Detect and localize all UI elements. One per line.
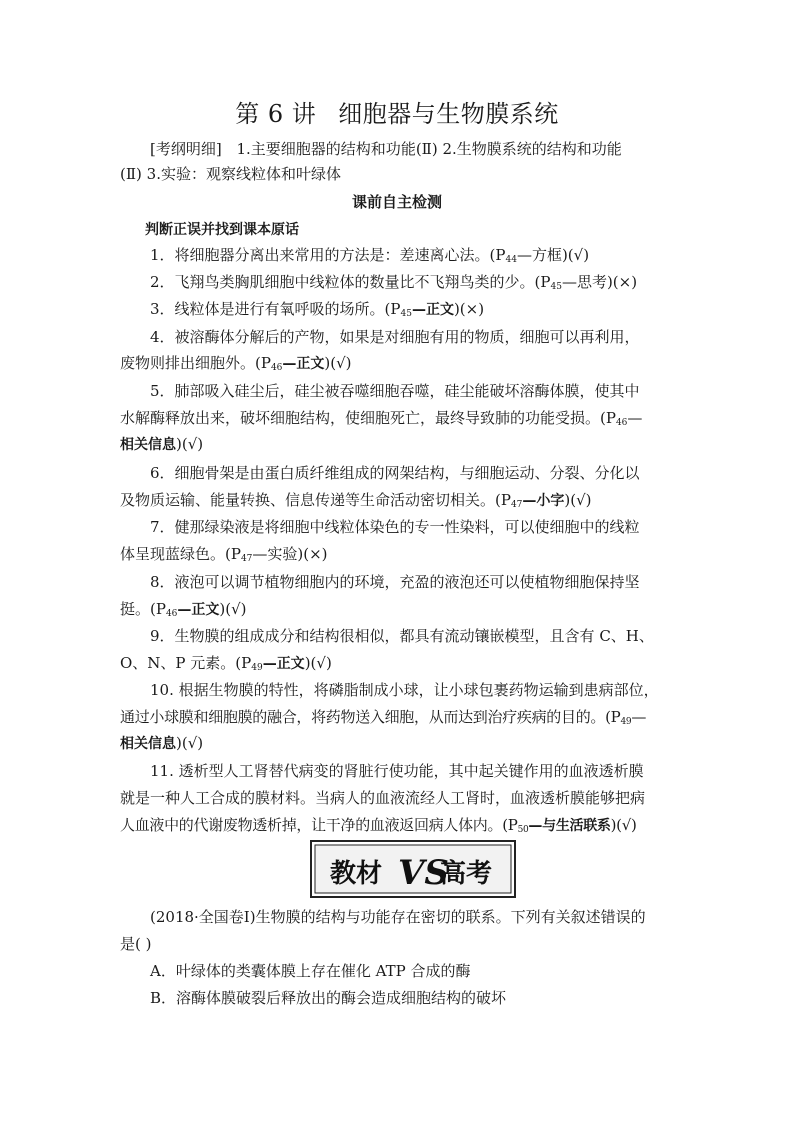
banner-right-text: 高考 [440,859,493,889]
banner-vs-text: VS [398,853,449,893]
page-ref: 50 [517,825,529,835]
lecture-number: 第 6 讲 [235,100,317,128]
list-item-cont [120,489,680,510]
list-item-cont [120,814,680,835]
list-item-cont: 就是一种人工合成的膜材料。当病人的血液流经人工肾时，血液透析膜能够把病 [120,789,646,807]
page-title [0,94,794,129]
item-text: —小字 [522,493,565,509]
page-ref: 44 [505,255,517,265]
list-item-cont [120,407,680,428]
item-text: 水解酶释放出来，破坏细胞结构，使细胞死亡，最终导致肺的功能受损。(P [120,409,616,427]
item-text: )(√) [324,354,352,372]
page-ref: 45 [400,309,412,319]
item-text: )(√) [564,491,592,509]
item-text: )(×) [453,300,485,318]
textbook-vs-exam-banner [310,840,516,898]
list-item: 8．液泡可以调节植物细胞内的环境，充盈的液泡还可以使植物细胞保持坚 [150,573,640,591]
item-text: 1．将细胞器分离出来常用的方法是：差速离心法。(P [150,246,506,264]
item-text: —正文 [282,356,325,372]
banner-left-text: 教材 [330,859,383,889]
item-text: —正文 [177,602,220,618]
item-text: 人血液中的代谢废物透析掉，让干净的血液返回病人体内。(P [120,816,518,834]
page-ref: 47 [510,500,523,510]
item-text: )(√) [176,435,204,453]
page-ref: 46 [165,609,178,619]
item-text: —实验)(×) [252,545,328,563]
page-ref: 46 [615,418,628,428]
list-item [150,298,680,319]
option-a: A．叶绿体的类囊体膜上存在催化 ATP 合成的酶 [150,962,471,980]
list-item-cont [120,652,680,673]
list-item: 10. 根据生物膜的特性，将磷脂制成小球，让小球包裹药物运输到患病部位， [150,681,659,699]
item-text: —正文 [411,302,454,318]
item-text: — [631,708,647,726]
list-item: 6．细胞骨架是由蛋白质纤维组成的网架结构，与细胞运动、分裂、分化以 [150,464,640,482]
item-text: )(√) [610,816,637,834]
outline-line-1 [150,138,710,159]
page-ref: 49 [620,717,632,727]
outline-label: [考纲明细] [150,140,222,158]
list-item-cont [120,543,680,564]
item-text: 2．飞翔鸟类胸肌细胞中线粒体的数量比不飞翔鸟类的少。(P [150,273,551,291]
item-text: 3．线粒体是进行有氧呼吸的场所。(P [150,300,401,318]
item-text: —思考)(×) [561,273,638,291]
list-item-cont [120,434,680,454]
item-text: 通过小球膜和细胞膜的融合，将药物送入细胞，从而达到治疗疾病的目的。(P [120,708,621,726]
list-item-cont [120,706,680,727]
outline-text-1: 1.主要细胞器的结构和功能(Ⅱ) 2.生物膜系统的结构和功能 [236,140,622,158]
item-text: )(√) [304,654,332,672]
item-text: —正文 [262,656,305,672]
page-ref: 49 [251,663,263,673]
list-item [150,244,680,265]
item-text: 相关信息 [120,736,176,752]
item-text: 相关信息 [120,437,176,453]
list-item-cont [120,352,680,373]
question-stem-1: (2018·全国卷Ⅰ)生物膜的结构与功能存在密切的联系。下列有关叙述错误的 [150,908,646,926]
list-item: 11. 透析型人工肾替代病变的肾脏行使功能，其中起关键作用的血液透析膜 [150,762,644,780]
list-item: 4．被溶酶体分解后的产物，如果是对细胞有用的物质，细胞可以再利用， [150,328,640,346]
list-item: 5．肺部吸入硅尘后，硅尘被吞噬细胞吞噬，硅尘能破坏溶酶体膜，使其中 [150,382,640,400]
question-stem-2: 是( ) [120,935,152,953]
instruction-text: 判断正误并找到课本原话 [145,222,299,238]
item-text: 挺。(P [120,600,166,618]
section-heading: 课前自主检测 [351,193,442,211]
list-item: 9．生物膜的组成成分和结构很相似，都具有流动镶嵌模型，且含有 C、H、 [150,627,654,645]
item-text: )(√) [219,600,247,618]
item-text: —方框)(√) [516,246,590,264]
lecture-topic: 细胞器与生物膜系统 [338,100,559,128]
item-text: —与生活联系 [528,818,611,834]
outline-line-2: (Ⅱ) 3.实验：观察线粒体和叶绿体 [120,165,341,183]
option-b: B．溶酶体膜破裂后释放出的酶会造成细胞结构的破坏 [150,989,507,1007]
page-ref: 47 [240,554,253,564]
page-ref: 46 [270,363,283,373]
item-text: 及物质运输、能量转换、信息传递等生命活动密切相关。(P [120,491,511,509]
list-item: 7．健那绿染液是将细胞中线粒体染色的专一性染料，可以使细胞中的线粒 [150,518,640,536]
item-text: )(√) [176,734,204,752]
item-text: — [627,409,643,427]
item-text: 体呈现蓝绿色。(P [120,545,241,563]
item-text: O、N、P 元素。(P [120,654,252,672]
list-item [150,271,680,292]
page-ref: 45 [550,282,562,292]
item-text: 废物则排出细胞外。(P [120,354,271,372]
list-item-cont [120,733,680,753]
list-item-cont [120,598,680,619]
